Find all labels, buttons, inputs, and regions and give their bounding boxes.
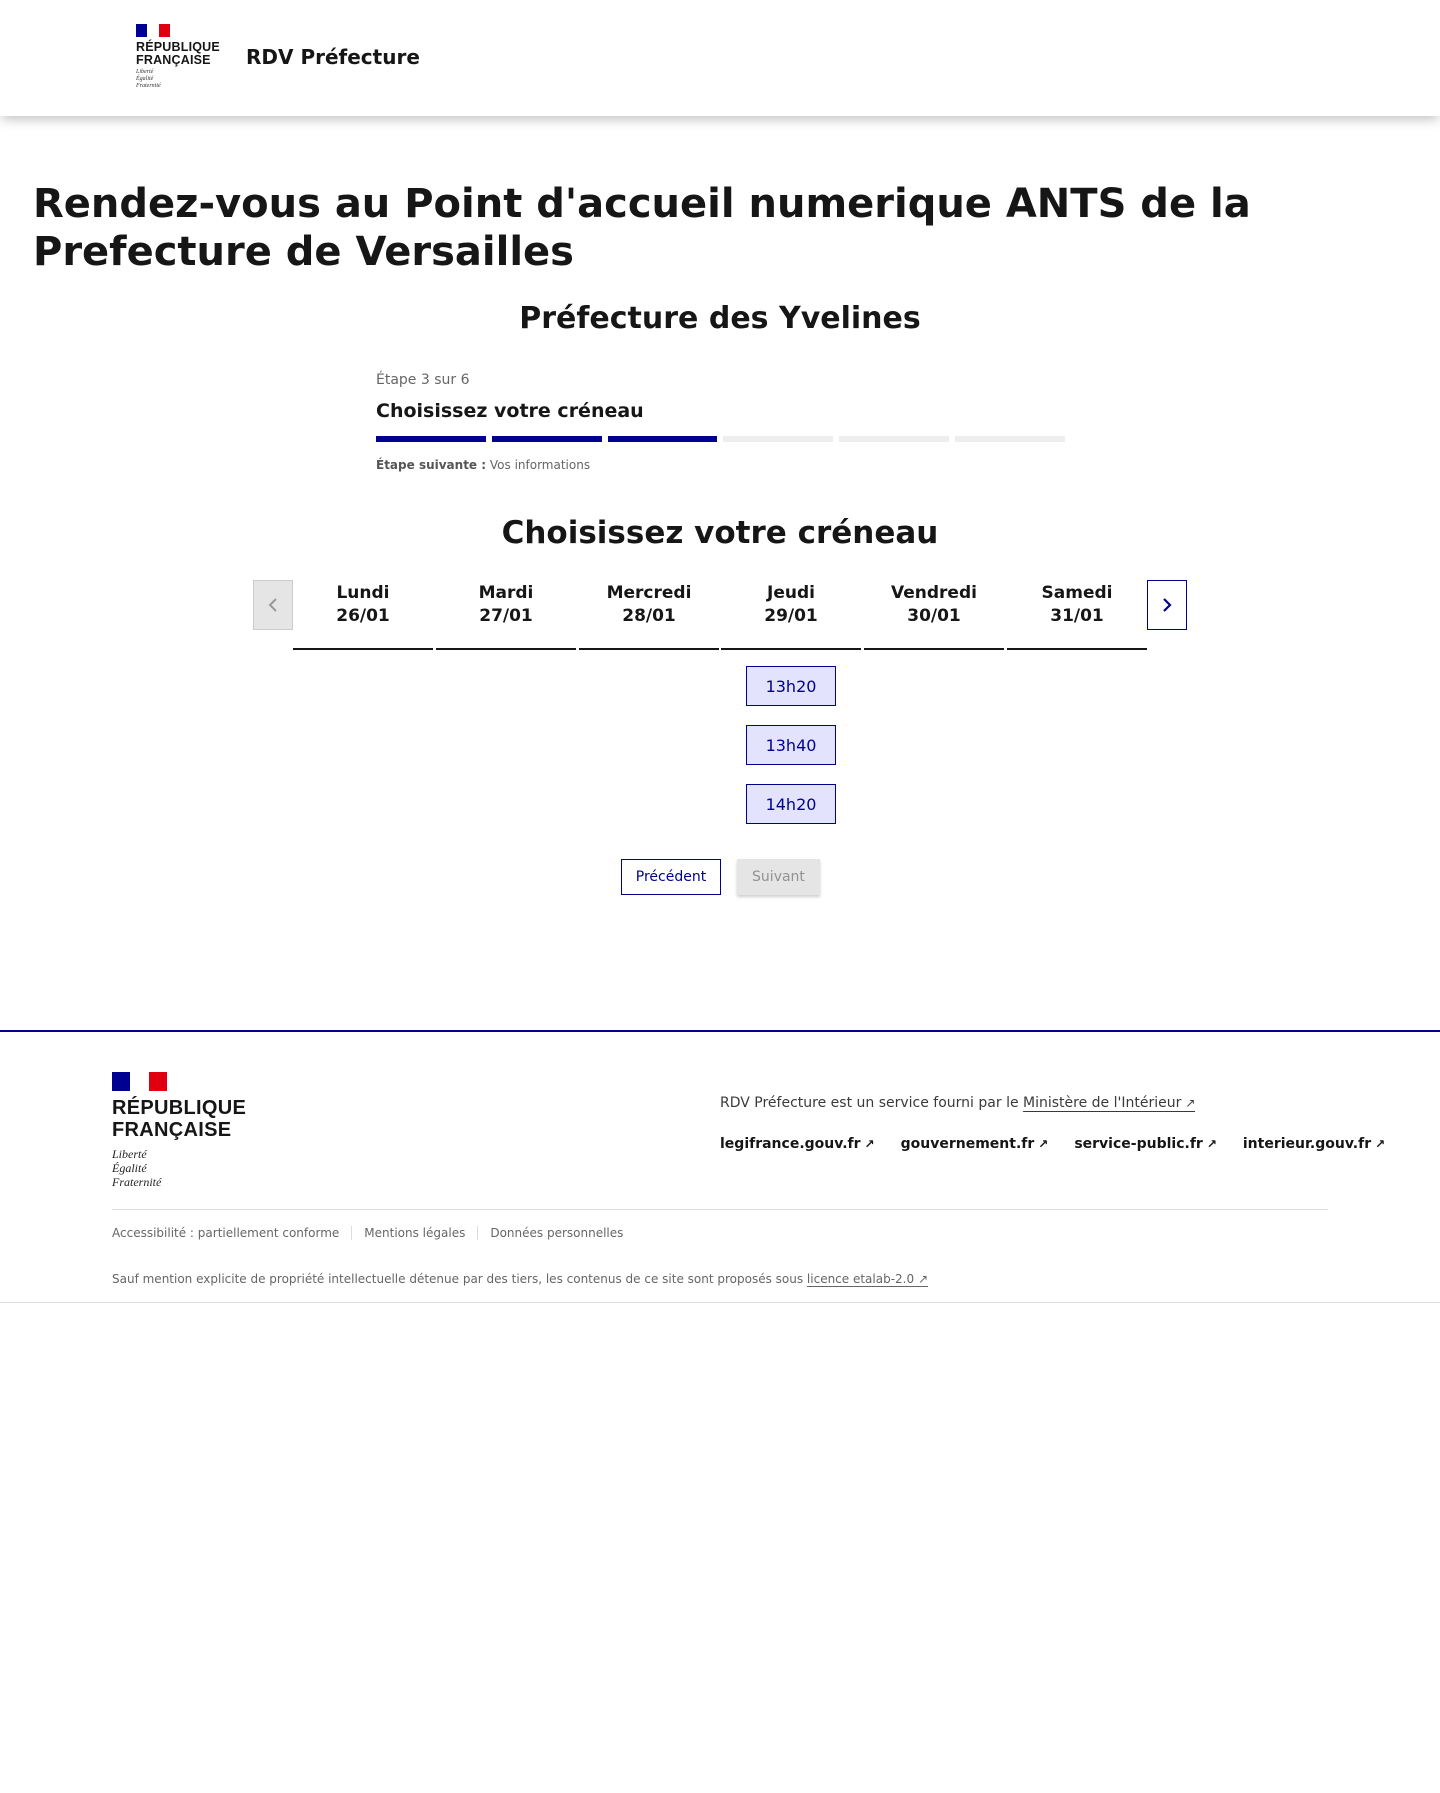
calendar-day [436,582,576,650]
day-date: 27/01 [479,606,533,626]
stepper-segment [376,436,486,442]
footer-bottom-links [112,1226,635,1240]
calendar-day [579,582,719,650]
license-link-label: licence etalab-2.0 [806,1272,915,1286]
prefecture-name: Préfecture des Yvelines [519,301,921,336]
day-name: Mardi [478,583,534,603]
external-link-icon: ↗ [1185,1096,1196,1110]
page-title: Rendez-vous au Point d'accueil numerique ANTS de la Prefecture de Versailles [33,181,1251,275]
stepper-segment [492,436,602,442]
stepper-segment [608,436,718,442]
footer-link-label: service-public.fr [1074,1136,1203,1152]
footer-link-service-public[interactable] [1074,1136,1217,1152]
day-date: 28/01 [622,606,676,626]
stepper-state: Étape 3 sur 6 [376,372,470,388]
time-slot-button[interactable]: 13h40 [746,725,836,765]
legal-notice-link[interactable]: Mentions légales [352,1226,478,1240]
license-text: Sauf mention explicite de propriété intellectuelle détenue par des tiers, les contenus de ce site sont proposés sous [112,1272,807,1286]
stepper-next-step [376,458,1065,472]
footer-logo-text: RÉPUBLIQUE FRANÇAISE [112,1097,247,1141]
footer-description-text: RDV Préfecture est un service fourni par le [720,1095,1024,1111]
calendar-day [721,582,861,650]
ministry-link[interactable] [1023,1095,1195,1112]
chevron-right-icon [1162,598,1172,612]
stepper-progress [376,436,1065,442]
calendar-next-button[interactable] [1147,580,1187,630]
calendar-day [864,582,1004,650]
time-slot-button[interactable]: 13h20 [746,666,836,706]
day-name: Samedi [1041,583,1113,603]
license-link[interactable] [807,1272,928,1287]
previous-button[interactable]: Précédent [621,859,721,895]
time-slot-button[interactable]: 14h20 [746,784,836,824]
calendar-day [1007,582,1147,650]
footer-divider [112,1209,1328,1210]
footer-logo[interactable] [112,1072,246,1189]
ministry-link-label: Ministère de l'Intérieur [1023,1095,1182,1111]
footer-links [720,1136,1385,1152]
marianne-flag-icon [136,24,170,37]
footer-logo-devise: Liberté Égalité Fraternité [112,1147,162,1189]
site-header [0,0,1440,116]
external-link-icon: ↗ [918,1272,929,1286]
footer-description [720,1095,1195,1111]
logo-text: RÉPUBLIQUE FRANÇAISE [136,40,220,67]
footer-license [112,1272,928,1286]
day-date: 26/01 [336,606,390,626]
footer-link-label: interieur.gouv.fr [1242,1136,1372,1152]
next-button[interactable]: Suivant [737,859,820,895]
day-date: 30/01 [907,606,961,626]
day-date: 29/01 [764,606,818,626]
site-title[interactable]: RDV Préfecture [246,45,420,69]
chevron-left-icon [268,598,278,612]
footer-link-gouvernement[interactable] [901,1136,1049,1152]
logo-devise: Liberté Égalité Fraternité [136,69,161,89]
calendar-day [293,582,433,650]
stepper-next-label: Étape suivante : [376,458,487,472]
footer-link-legifrance[interactable] [720,1136,875,1152]
external-link-icon: ↗ [1206,1137,1217,1151]
marianne-flag-icon [112,1072,167,1091]
republique-francaise-logo[interactable] [136,24,220,90]
footer-link-label: gouvernement.fr [900,1136,1035,1152]
section-title: Choisissez votre créneau [501,515,939,551]
external-link-icon: ↗ [1375,1137,1386,1151]
stepper [376,372,1065,472]
calendar-prev-button[interactable] [253,580,293,630]
external-link-icon: ↗ [864,1137,875,1151]
day-name: Mercredi [606,583,692,603]
stepper-next-value: Vos informations [489,458,591,472]
stepper-title: Choisissez votre créneau [376,400,644,422]
footer-link-label: legifrance.gouv.fr [720,1136,861,1152]
accessibility-link[interactable]: Accessibilité : partiellement conforme [112,1226,352,1240]
day-name: Vendredi [891,583,977,603]
external-link-icon: ↗ [1038,1137,1049,1151]
site-footer [0,1030,1440,1303]
stepper-segment [839,436,949,442]
day-name: Jeudi [767,583,815,603]
stepper-segment [723,436,833,442]
personal-data-link[interactable]: Données personnelles [490,1226,624,1240]
day-date: 31/01 [1050,606,1104,626]
day-name: Lundi [336,583,390,603]
footer-link-interieur[interactable] [1243,1136,1385,1152]
stepper-segment [955,436,1065,442]
